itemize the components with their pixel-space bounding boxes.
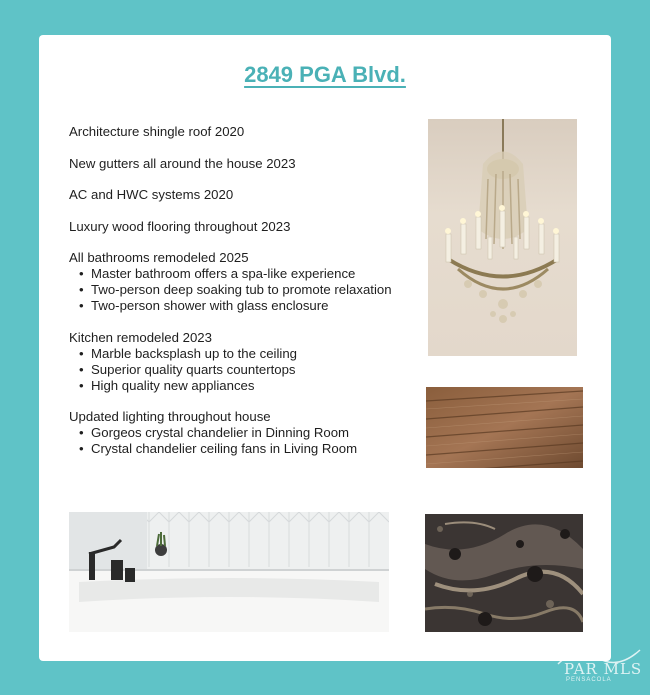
bullet-icon: • bbox=[79, 377, 84, 393]
granite-countertop-photo bbox=[425, 514, 583, 632]
bullet-icon: • bbox=[79, 282, 84, 297]
feature-heading: New gutters all around the house 2023 bbox=[69, 155, 296, 171]
feature-heading: Architecture shingle roof 2020 bbox=[69, 124, 245, 139]
feature-list bbox=[69, 124, 429, 473]
bullet-icon: • bbox=[79, 425, 84, 440]
bullet-icon: • bbox=[79, 345, 84, 361]
feature-item bbox=[69, 187, 429, 203]
feature-bullet: • Marble backsplash up to the ceiling bbox=[79, 345, 297, 361]
feature-heading: AC and HWC systems 2020 bbox=[69, 187, 234, 202]
feature-heading: Updated lighting throughout house bbox=[69, 409, 271, 424]
watermark-sub: PENSACOLA bbox=[566, 677, 612, 683]
feature-item-lighting bbox=[69, 409, 429, 457]
flyer-card bbox=[39, 35, 611, 661]
feature-item bbox=[69, 219, 429, 235]
feature-bullet: • High quality new appliances bbox=[79, 377, 255, 393]
feature-bullet: • Crystal chandelier ceiling fans in Living Room bbox=[79, 441, 358, 456]
mls-watermark-logo bbox=[548, 630, 644, 688]
property-title: 2849 PGA Blvd. bbox=[244, 62, 406, 87]
feature-item bbox=[69, 156, 429, 172]
bullet-icon: • bbox=[79, 298, 84, 313]
feature-bullet: • Gorgeos crystal chandelier in Dinning Room bbox=[79, 425, 350, 440]
feature-heading: Kitchen remodeled 2023 bbox=[69, 329, 212, 345]
feature-item-bathrooms bbox=[69, 250, 429, 314]
watermark-brand: PAR MLS bbox=[564, 660, 643, 678]
feature-item bbox=[69, 124, 429, 140]
bullet-icon: • bbox=[79, 266, 84, 281]
feature-bullet: • Two-person deep soaking tub to promote relaxation bbox=[79, 282, 392, 297]
feature-bullet: • Two-person shower with glass enclosure bbox=[79, 298, 329, 313]
feature-bullet: • Master bathroom offers a spa-like experience bbox=[79, 266, 356, 281]
bathtub-photo bbox=[69, 512, 389, 632]
feature-heading: All bathrooms remodeled 2025 bbox=[69, 250, 249, 265]
wood-floor-photo bbox=[426, 387, 583, 468]
feature-heading: Luxury wood flooring throughout 2023 bbox=[69, 218, 291, 234]
feature-bullet: • Superior quality quarts countertops bbox=[79, 361, 296, 377]
chandelier-photo bbox=[428, 119, 577, 356]
bullet-icon: • bbox=[79, 361, 84, 377]
feature-item-kitchen bbox=[69, 330, 429, 394]
bullet-icon: • bbox=[79, 441, 84, 456]
